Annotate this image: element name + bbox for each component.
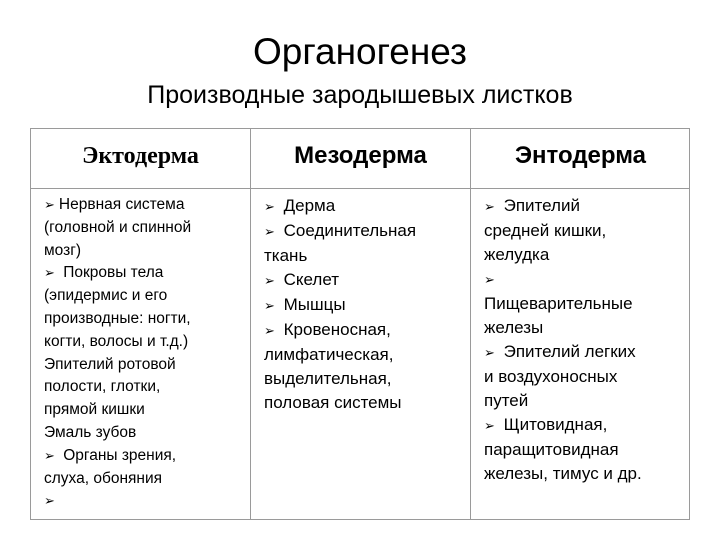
list-item [484,292,684,316]
list-item [264,391,464,415]
header-divider [31,188,689,189]
list-item [44,354,244,377]
arrow-bullet-icon: ➢ [264,224,275,239]
list-item [264,244,464,268]
list-item-text: Дерма [278,196,336,215]
list-item-text: путей [484,391,529,410]
list-item [44,240,244,263]
list-item-text: Эпителий легких [498,342,636,361]
list-item-text: лимфатическая, [264,345,394,364]
arrow-bullet-icon: ➢ [484,199,495,214]
list-item [44,422,244,445]
list-item-text: слуха, обоняния [44,469,163,487]
list-item [264,219,464,244]
page-subtitle: Производные зародышевых листков [147,81,573,109]
list-item [44,490,244,513]
arrow-bullet-icon: ➢ [44,265,55,281]
list-item-text: Скелет [278,270,340,289]
list-item-text: Нервная система [58,196,185,213]
list-item-text: Кровеносная, [278,320,391,339]
list-item [484,413,684,438]
list-item-text: и воздухоносных [484,367,618,386]
arrow-bullet-icon: ➢ [264,199,275,214]
arrow-bullet-icon: ➢ [484,418,495,433]
list-item [264,194,464,219]
list-item [484,316,684,340]
list-item [264,343,464,367]
header-ectoderm: Эктодерма [82,143,199,169]
list-item-text: ткань [264,246,308,265]
list-item-text: средней кишки, [484,221,607,240]
list-item [44,308,244,331]
list-item-text: полости, глотки, [44,378,161,396]
list-item [484,389,684,413]
list-item-text: железы, тимус и др. [484,464,642,483]
arrow-bullet-icon: ➢ [44,197,55,212]
list-item-text: паращитовидная [484,440,619,459]
list-item-text: Покровы тела [58,264,164,282]
page-title: Органогенез [252,31,468,72]
list-item-text: Пищеварительные [484,294,633,313]
list-item [44,285,244,308]
list-item-text: когти, волосы и т.д.) [44,332,189,350]
arrow-bullet-icon: ➢ [264,323,275,338]
list-item-text: железы [484,318,544,337]
list-item-text: Соединительная [278,221,417,240]
list-item [264,367,464,391]
list-item [484,438,684,462]
list-item [484,243,684,267]
arrow-bullet-icon: ➢ [264,273,275,288]
cell-endoderm [484,194,684,486]
arrow-bullet-icon: ➢ [484,345,495,360]
list-item [484,267,684,292]
list-item [44,331,244,354]
header-endoderm: Энтодерма [514,142,647,169]
list-item-text: Эмаль зубов [44,423,137,441]
list-item [264,318,464,343]
arrow-bullet-icon: ➢ [44,493,55,509]
list-item [44,194,244,217]
list-item-text: (эпидермис и его [44,287,168,305]
list-item [264,268,464,293]
list-item-text: Мышцы [278,295,346,314]
list-item-text: прямой кишки [44,401,145,419]
list-item-text: желудка [484,245,550,264]
germ-layers-table [30,128,690,520]
list-item [44,445,244,468]
arrow-bullet-icon: ➢ [484,272,495,287]
list-item-text: мозг) [44,241,82,259]
list-item [44,217,244,240]
arrow-bullet-icon: ➢ [44,447,55,463]
list-item-text: Органы зрения, [58,446,177,464]
list-item [484,194,684,219]
list-item [44,399,244,422]
list-item-text: выделительная, [264,369,392,388]
arrow-bullet-icon: ➢ [264,298,275,313]
list-item [264,293,464,318]
cell-mesoderm [264,194,464,415]
list-item-text: половая системы [264,393,402,412]
list-item [484,462,684,486]
cell-ectoderm [44,194,244,513]
list-item [44,468,244,491]
list-item-text: Щитовидная, [498,415,608,434]
list-item [44,262,244,285]
list-item [484,365,684,389]
header-mesoderm: Мезодерма [294,142,427,169]
list-item-text: Эпителий [498,196,580,215]
list-item-text: производные: ногти, [44,309,191,327]
list-item [44,376,244,399]
list-item-text: Эпителий ротовой [44,355,176,373]
list-item-text: (головной и спинной [44,218,192,236]
list-item [484,219,684,243]
list-item [484,340,684,365]
